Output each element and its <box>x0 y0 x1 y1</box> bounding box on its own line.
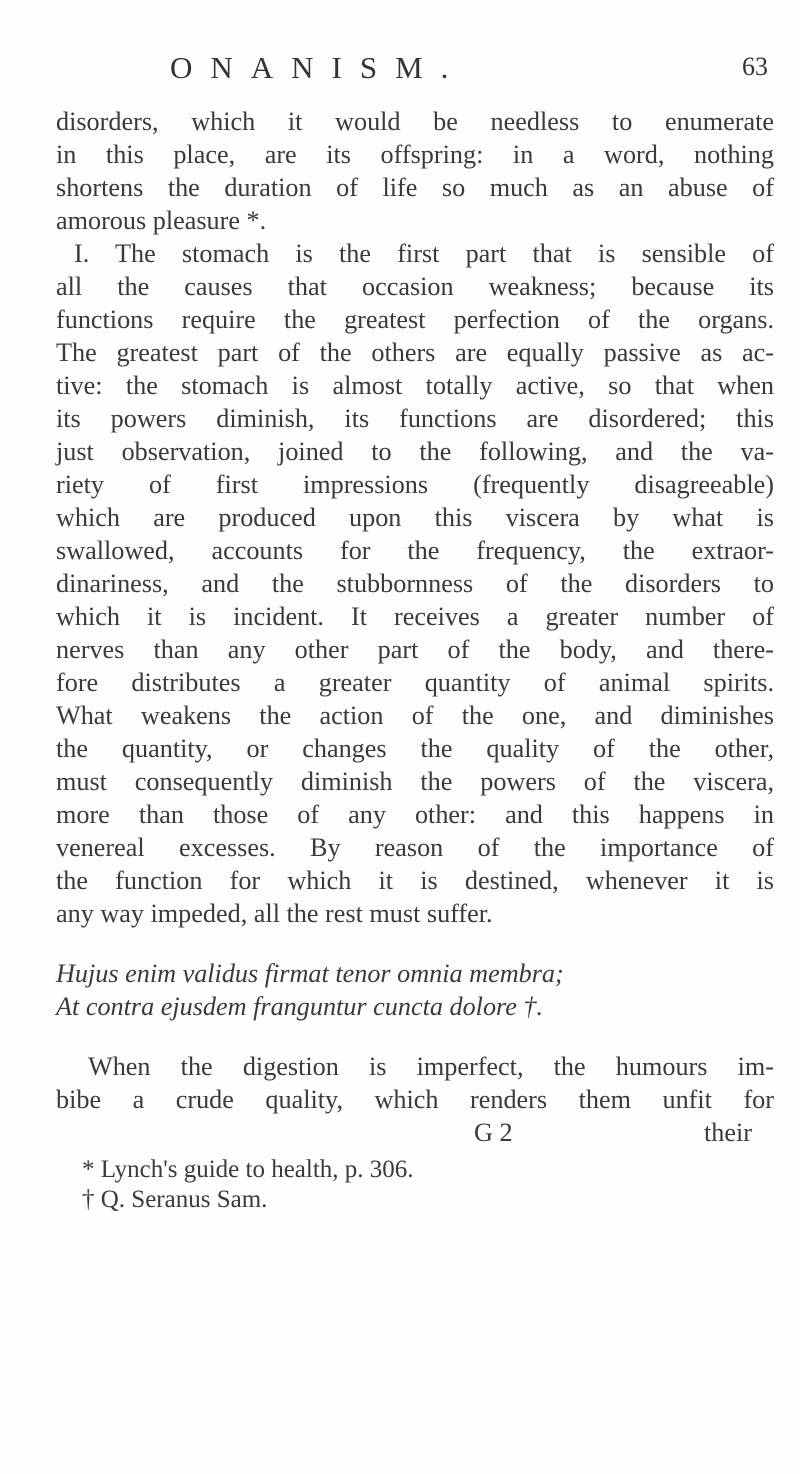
text-line: more than those of any other: and this happens in <box>56 800 774 829</box>
text-line: which are produced upon this viscera by what is <box>56 503 774 532</box>
text-line: any way impeded, all the rest must suffer. <box>56 899 493 928</box>
text-line: just observation, joined to the following, and the va- <box>56 437 774 466</box>
text-line: The greatest part of the others are equally passive as ac- <box>56 338 774 367</box>
text-line: What weakens the action of the one, and diminishes <box>56 701 774 730</box>
text-line: must consequently diminish the powers of the viscera, <box>56 767 774 796</box>
footnote: † Q. Seranus Sam. <box>82 1186 268 1213</box>
text-line: the function for which it is destined, whenever it is <box>56 866 774 895</box>
catchword: their <box>704 1118 752 1147</box>
text-line: all the causes that occasion weakness; because its <box>56 272 774 301</box>
running-head: ONANISM. <box>170 50 467 85</box>
text-line: fore distributes a greater quantity of animal spirits. <box>56 668 774 697</box>
text-line: functions require the greatest perfection of the organs. <box>56 305 774 334</box>
text-line: riety of first impressions (frequently disagreeable) <box>56 470 774 499</box>
page-header <box>0 50 800 90</box>
text-line: dinariness, and the stubbornness of the disorders to <box>56 569 774 598</box>
text-line: bibe a crude quality, which renders them unfit for <box>56 1085 774 1114</box>
text-line: which it is incident. It receives a greater number of <box>56 602 774 631</box>
text-line: tive: the stomach is almost totally active, so that when <box>56 371 774 400</box>
text-line: disorders, which it would be needless to enumerate <box>56 107 774 136</box>
text-line: I. The stomach is the first part that is sensible of <box>74 239 774 268</box>
text-line: nerves than any other part of the body, and there- <box>56 635 774 664</box>
text-line: its powers diminish, its functions are disordered; this <box>56 404 774 433</box>
text-line: in this place, are its offspring: in a word, nothing <box>56 140 774 169</box>
text-line: venereal excesses. By reason of the importance of <box>56 833 774 862</box>
signature-mark: G 2 <box>474 1118 513 1147</box>
text-line: shortens the duration of life so much as an abuse of <box>56 173 774 202</box>
page-number: 63 <box>742 52 768 81</box>
text-line: the quantity, or changes the quality of the other, <box>56 734 774 763</box>
footnote: * Lynch's guide to health, p. 306. <box>82 1156 414 1183</box>
text-line: swallowed, accounts for the frequency, the extraor- <box>56 536 774 565</box>
verse-line: At contra ejusdem franguntur cuncta dolore †. <box>56 992 544 1021</box>
text-line: When the digestion is imperfect, the humours im- <box>88 1052 774 1081</box>
text-line: amorous pleasure *. <box>56 206 267 235</box>
verse-line: Hujus enim validus firmat tenor omnia membra; <box>56 959 564 988</box>
